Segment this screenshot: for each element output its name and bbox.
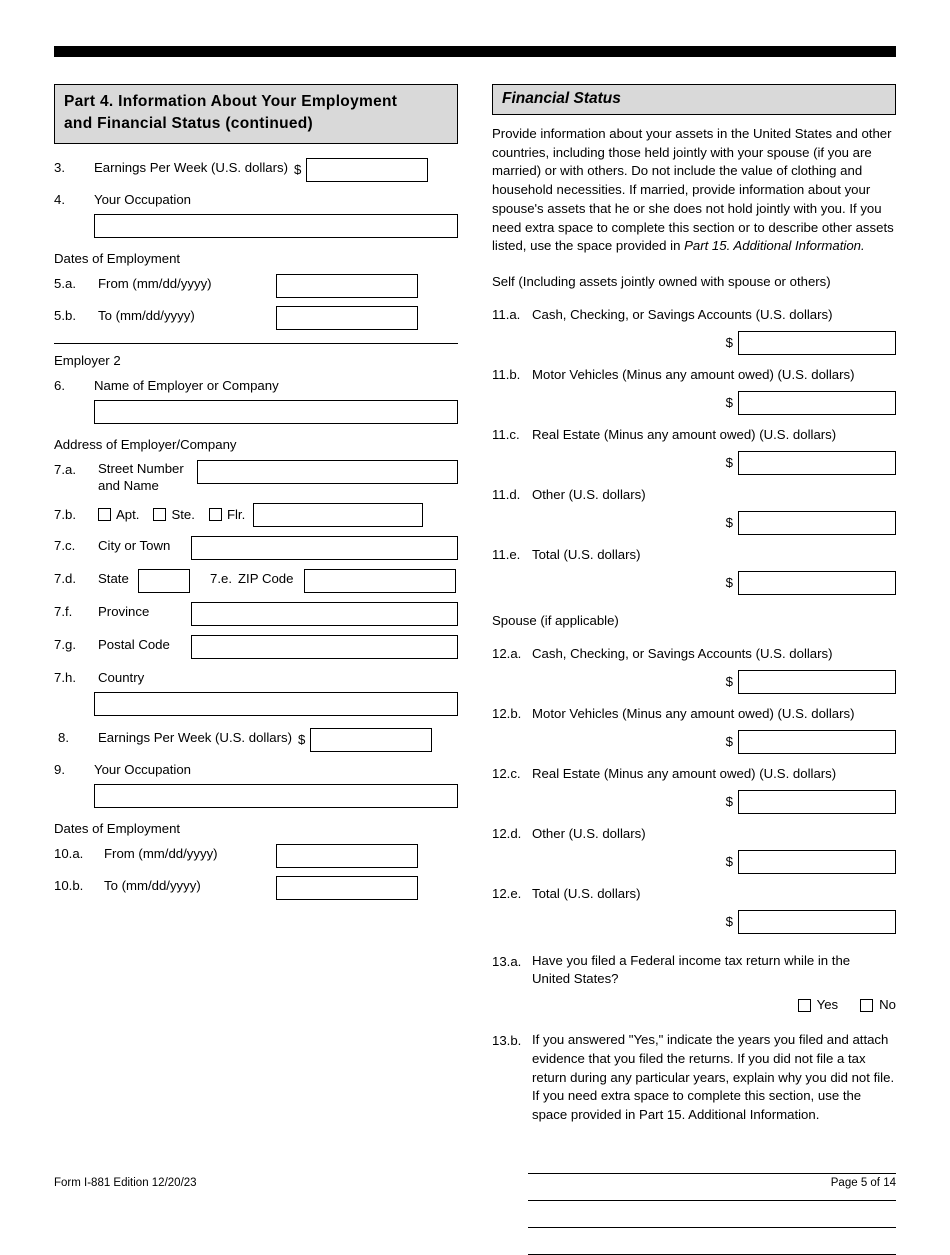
field-row-state-zip-2 bbox=[54, 569, 458, 593]
label-cash-checking-savings-self: Cash, Checking, or Savings Accounts (U.S. dollars) bbox=[532, 306, 833, 322]
label-tax-return-yes: Yes bbox=[816, 997, 839, 1013]
footer-form-edition: Form I-881 Edition 12/20/23 bbox=[54, 1177, 197, 1189]
input-occupation-2[interactable] bbox=[94, 784, 458, 808]
label-real-estate-self: Real Estate (Minus any amount owed) (U.S. dollars) bbox=[532, 426, 837, 442]
label-province-2: Province bbox=[98, 603, 150, 619]
item-number-12a: 12.a. bbox=[492, 645, 522, 661]
input-state-2[interactable] bbox=[138, 569, 190, 593]
field-row-11a bbox=[492, 331, 896, 355]
item-number-12c: 12.c. bbox=[492, 765, 521, 781]
input-motor-vehicles-spouse[interactable] bbox=[738, 730, 896, 754]
item-number-12e: 12.e. bbox=[492, 885, 522, 901]
currency-symbol-12c: $ bbox=[725, 793, 733, 809]
label-other-assets-self: Other (U.S. dollars) bbox=[532, 486, 646, 502]
divider-employer-2 bbox=[54, 343, 458, 344]
checkbox-flr-2[interactable] bbox=[209, 508, 222, 521]
label-country-2: Country bbox=[98, 669, 145, 685]
field-row-12d bbox=[492, 850, 896, 874]
field-row-employment-from-1 bbox=[54, 274, 458, 298]
heading-self-assets: Self (Including assets jointly owned with spouse or others) bbox=[492, 274, 831, 290]
input-street-2[interactable] bbox=[197, 460, 458, 484]
input-occupation-1[interactable] bbox=[94, 214, 458, 238]
label-ste-2: Ste. bbox=[171, 506, 195, 522]
label-row-11d bbox=[492, 485, 896, 505]
field-row-employment-to-1 bbox=[54, 306, 458, 330]
checkbox-apt-2[interactable] bbox=[98, 508, 111, 521]
label-occupation-2: Your Occupation bbox=[94, 761, 192, 777]
item-number-7f: 7.f. bbox=[54, 603, 73, 619]
label-earnings-per-week-1: Earnings Per Week (U.S. dollars) bbox=[94, 159, 288, 175]
label-postal-code-2: Postal Code bbox=[98, 636, 170, 652]
currency-symbol-11a: $ bbox=[725, 334, 733, 350]
input-province-2[interactable] bbox=[191, 602, 458, 626]
heading-dates-of-employment-1: Dates of Employment bbox=[54, 250, 181, 266]
input-earnings-per-week-1[interactable] bbox=[306, 158, 428, 182]
label-flr-2: Flr. bbox=[226, 506, 246, 522]
item-number-13b: 13.b. bbox=[492, 1033, 522, 1049]
top-black-bar bbox=[54, 46, 896, 57]
item-number-5b: 5.b. bbox=[54, 307, 76, 323]
part-4-header bbox=[54, 84, 458, 144]
yes-no-row-13a bbox=[492, 995, 896, 1015]
input-other-assets-self[interactable] bbox=[738, 511, 896, 535]
heading-spouse-assets: Spouse (if applicable) bbox=[492, 612, 619, 628]
item-number-5a: 5.a. bbox=[54, 275, 76, 291]
label-row-13a bbox=[492, 952, 896, 989]
label-row-12a bbox=[492, 644, 896, 664]
item-number-11a: 11.a. bbox=[492, 306, 521, 322]
item-number-13a: 13.a. bbox=[492, 953, 522, 969]
financial-status-intro-text: Provide information about your assets in the United States and other countries, including those held jointly with your spouse (if you are married) or with others. Do not include the value of clothing and household necessities. If married, provide information about your spouse's assets that he or she does not hold jointly with you. If you need extra space to complete this section or to describe other assets listed, use the space provided in bbox=[492, 126, 894, 254]
item-number-11e: 11.e. bbox=[492, 546, 521, 562]
field-row-occupation-1 bbox=[54, 190, 458, 210]
item-number-6: 6. bbox=[54, 377, 65, 393]
label-real-estate-spouse: Real Estate (Minus any amount owed) (U.S. dollars) bbox=[532, 765, 837, 781]
item-number-12d: 12.d. bbox=[492, 825, 522, 841]
label-row-11a bbox=[492, 305, 896, 325]
currency-symbol-11d: $ bbox=[725, 514, 733, 530]
label-row-12c bbox=[492, 764, 896, 784]
field-row-12c bbox=[492, 790, 896, 814]
input-city-2[interactable] bbox=[191, 536, 458, 560]
label-occupation-1: Your Occupation bbox=[94, 191, 192, 207]
input-employment-from-1[interactable] bbox=[276, 274, 418, 298]
item-number-7a: 7.a. bbox=[54, 461, 76, 477]
label-street-2-line2: and Name bbox=[98, 477, 159, 493]
label-filed-federal-tax-return-line2: United States? bbox=[532, 971, 619, 987]
item-number-7b: 7.b. bbox=[54, 506, 76, 522]
input-employer-name-2[interactable] bbox=[94, 400, 458, 424]
input-cash-checking-savings-self[interactable] bbox=[738, 331, 896, 355]
input-other-assets-spouse[interactable] bbox=[738, 850, 896, 874]
input-country-2[interactable] bbox=[94, 692, 458, 716]
write-line-1[interactable] bbox=[528, 1147, 896, 1174]
input-employment-to-2[interactable] bbox=[276, 876, 418, 900]
label-employment-to-2: To (mm/dd/yyyy) bbox=[104, 877, 201, 893]
label-zip-code-2: ZIP Code bbox=[238, 570, 294, 586]
field-row-city-2 bbox=[54, 536, 458, 560]
label-employment-to-1: To (mm/dd/yyyy) bbox=[98, 307, 195, 323]
field-row-employment-to-2 bbox=[54, 876, 458, 900]
instruction-13b bbox=[532, 1031, 896, 1125]
input-real-estate-spouse[interactable] bbox=[738, 790, 896, 814]
input-real-estate-self[interactable] bbox=[738, 451, 896, 475]
item-number-12b: 12.b. bbox=[492, 705, 522, 721]
currency-symbol-11b: $ bbox=[725, 394, 733, 410]
field-row-12a bbox=[492, 670, 896, 694]
item-number-11b: 11.b. bbox=[492, 366, 521, 382]
input-apt-ste-flr-number-2[interactable] bbox=[253, 503, 423, 527]
item-number-11c: 11.c. bbox=[492, 426, 520, 442]
label-row-11b bbox=[492, 365, 896, 385]
field-row-street-2 bbox=[54, 460, 458, 494]
input-postal-code-2[interactable] bbox=[191, 635, 458, 659]
label-total-assets-spouse: Total (U.S. dollars) bbox=[532, 885, 641, 901]
currency-symbol-8: $ bbox=[298, 731, 306, 747]
item-number-4: 4. bbox=[54, 191, 65, 207]
item-number-7h: 7.h. bbox=[54, 669, 76, 685]
label-employment-from-1: From (mm/dd/yyyy) bbox=[98, 275, 212, 291]
heading-employer-address-2: Address of Employer/Company bbox=[54, 436, 237, 452]
label-employer-name-2: Name of Employer or Company bbox=[94, 377, 279, 393]
field-row-country-2 bbox=[54, 668, 458, 688]
left-column bbox=[54, 84, 458, 900]
label-motor-vehicles-self: Motor Vehicles (Minus any amount owed) (U.S. dollars) bbox=[532, 366, 855, 382]
input-cash-checking-savings-spouse[interactable] bbox=[738, 670, 896, 694]
label-total-assets-self: Total (U.S. dollars) bbox=[532, 546, 641, 562]
input-zip-code-2[interactable] bbox=[304, 569, 456, 593]
right-column bbox=[492, 84, 896, 1255]
additional-info-lines-13b bbox=[492, 1147, 896, 1255]
input-motor-vehicles-self[interactable] bbox=[738, 391, 896, 415]
label-earnings-per-week-2: Earnings Per Week (U.S. dollars) bbox=[98, 729, 292, 745]
input-employment-to-1[interactable] bbox=[276, 306, 418, 330]
label-row-12d bbox=[492, 824, 896, 844]
input-total-assets-self[interactable] bbox=[738, 571, 896, 595]
label-city-2: City or Town bbox=[98, 537, 171, 553]
heading-dates-of-employment-2: Dates of Employment bbox=[54, 820, 181, 836]
label-row-11e bbox=[492, 545, 896, 565]
financial-status-intro bbox=[492, 125, 896, 256]
item-number-10b: 10.b. bbox=[54, 877, 84, 893]
checkbox-tax-return-no[interactable] bbox=[860, 999, 873, 1012]
input-earnings-per-week-2[interactable] bbox=[310, 728, 432, 752]
label-filed-federal-tax-return bbox=[532, 952, 850, 989]
item-number-7d: 7.d. bbox=[54, 570, 76, 586]
field-row-employment-from-2 bbox=[54, 844, 458, 868]
currency-symbol-12b: $ bbox=[725, 733, 733, 749]
field-row-occupation-2 bbox=[54, 760, 458, 780]
label-motor-vehicles-spouse: Motor Vehicles (Minus any amount owed) (U.S. dollars) bbox=[532, 705, 855, 721]
write-line-3[interactable] bbox=[528, 1201, 896, 1228]
currency-symbol-11c: $ bbox=[725, 454, 733, 470]
financial-status-intro-reference: Part 15. Additional Information. bbox=[684, 238, 865, 254]
label-row-11c bbox=[492, 425, 896, 445]
instruction-13b-reference: Part 15. Additional Information. bbox=[639, 1107, 820, 1123]
currency-symbol-3: $ bbox=[294, 161, 302, 177]
label-street-2-line1: Street Number bbox=[98, 460, 184, 476]
currency-symbol-12d: $ bbox=[725, 853, 733, 869]
label-state-2: State bbox=[98, 570, 129, 586]
label-tax-return-no: No bbox=[879, 997, 896, 1013]
field-row-11e bbox=[492, 571, 896, 595]
field-row-earnings-per-week-1 bbox=[54, 158, 458, 182]
item-number-7c: 7.c. bbox=[54, 537, 76, 553]
currency-symbol-11e: $ bbox=[725, 574, 733, 590]
input-total-assets-spouse[interactable] bbox=[738, 910, 896, 934]
part-4-header-line2: and Financial Status (continued) bbox=[64, 115, 314, 133]
checkbox-ste-2[interactable] bbox=[153, 508, 166, 521]
field-row-employer-name-2 bbox=[54, 376, 458, 396]
item-number-9: 9. bbox=[54, 761, 65, 777]
checkbox-tax-return-yes[interactable] bbox=[798, 999, 811, 1012]
item-number-7g: 7.g. bbox=[54, 636, 76, 652]
field-row-province-2 bbox=[54, 602, 458, 626]
currency-symbol-12e: $ bbox=[725, 913, 733, 929]
field-row-12b bbox=[492, 730, 896, 754]
label-row-12e bbox=[492, 884, 896, 904]
label-apt-2: Apt. bbox=[116, 506, 140, 522]
currency-symbol-12a: $ bbox=[725, 673, 733, 689]
field-row-11d bbox=[492, 511, 896, 535]
field-row-12e bbox=[492, 910, 896, 934]
label-cash-checking-savings-spouse: Cash, Checking, or Savings Accounts (U.S. dollars) bbox=[532, 645, 833, 661]
item-number-3: 3. bbox=[54, 159, 65, 175]
field-row-postal-code-2 bbox=[54, 635, 458, 659]
label-street-2 bbox=[98, 460, 197, 494]
item-number-8: 8. bbox=[58, 729, 69, 745]
financial-status-header: Financial Status bbox=[492, 84, 896, 115]
heading-employer-2: Employer 2 bbox=[54, 352, 121, 368]
instruction-13b-text: If you answered "Yes," indicate the years you filed and attach evidence that you filed the returns. If you did not file a tax return during any particular years, explain why you did not file. If you need extra space to complete this section, use the space provided in bbox=[532, 1032, 895, 1123]
field-row-11b bbox=[492, 391, 896, 415]
label-other-assets-spouse: Other (U.S. dollars) bbox=[532, 825, 646, 841]
label-row-13b bbox=[492, 1031, 896, 1125]
label-row-12b bbox=[492, 704, 896, 724]
label-employment-from-2: From (mm/dd/yyyy) bbox=[104, 845, 218, 861]
field-row-apt-ste-flr-2 bbox=[54, 503, 458, 527]
label-filed-federal-tax-return-line1: Have you filed a Federal income tax return while in the bbox=[532, 952, 851, 968]
input-employment-from-2[interactable] bbox=[276, 844, 418, 868]
field-row-earnings-per-week-2 bbox=[54, 728, 458, 752]
write-line-4[interactable] bbox=[528, 1228, 896, 1255]
footer-page-number: Page 5 of 14 bbox=[830, 1177, 896, 1189]
item-number-10a: 10.a. bbox=[54, 845, 84, 861]
item-number-7e: 7.e. bbox=[210, 570, 232, 586]
field-row-11c bbox=[492, 451, 896, 475]
item-number-11d: 11.d. bbox=[492, 486, 521, 502]
part-4-header-line1: Part 4. Information About Your Employment bbox=[64, 93, 398, 110]
